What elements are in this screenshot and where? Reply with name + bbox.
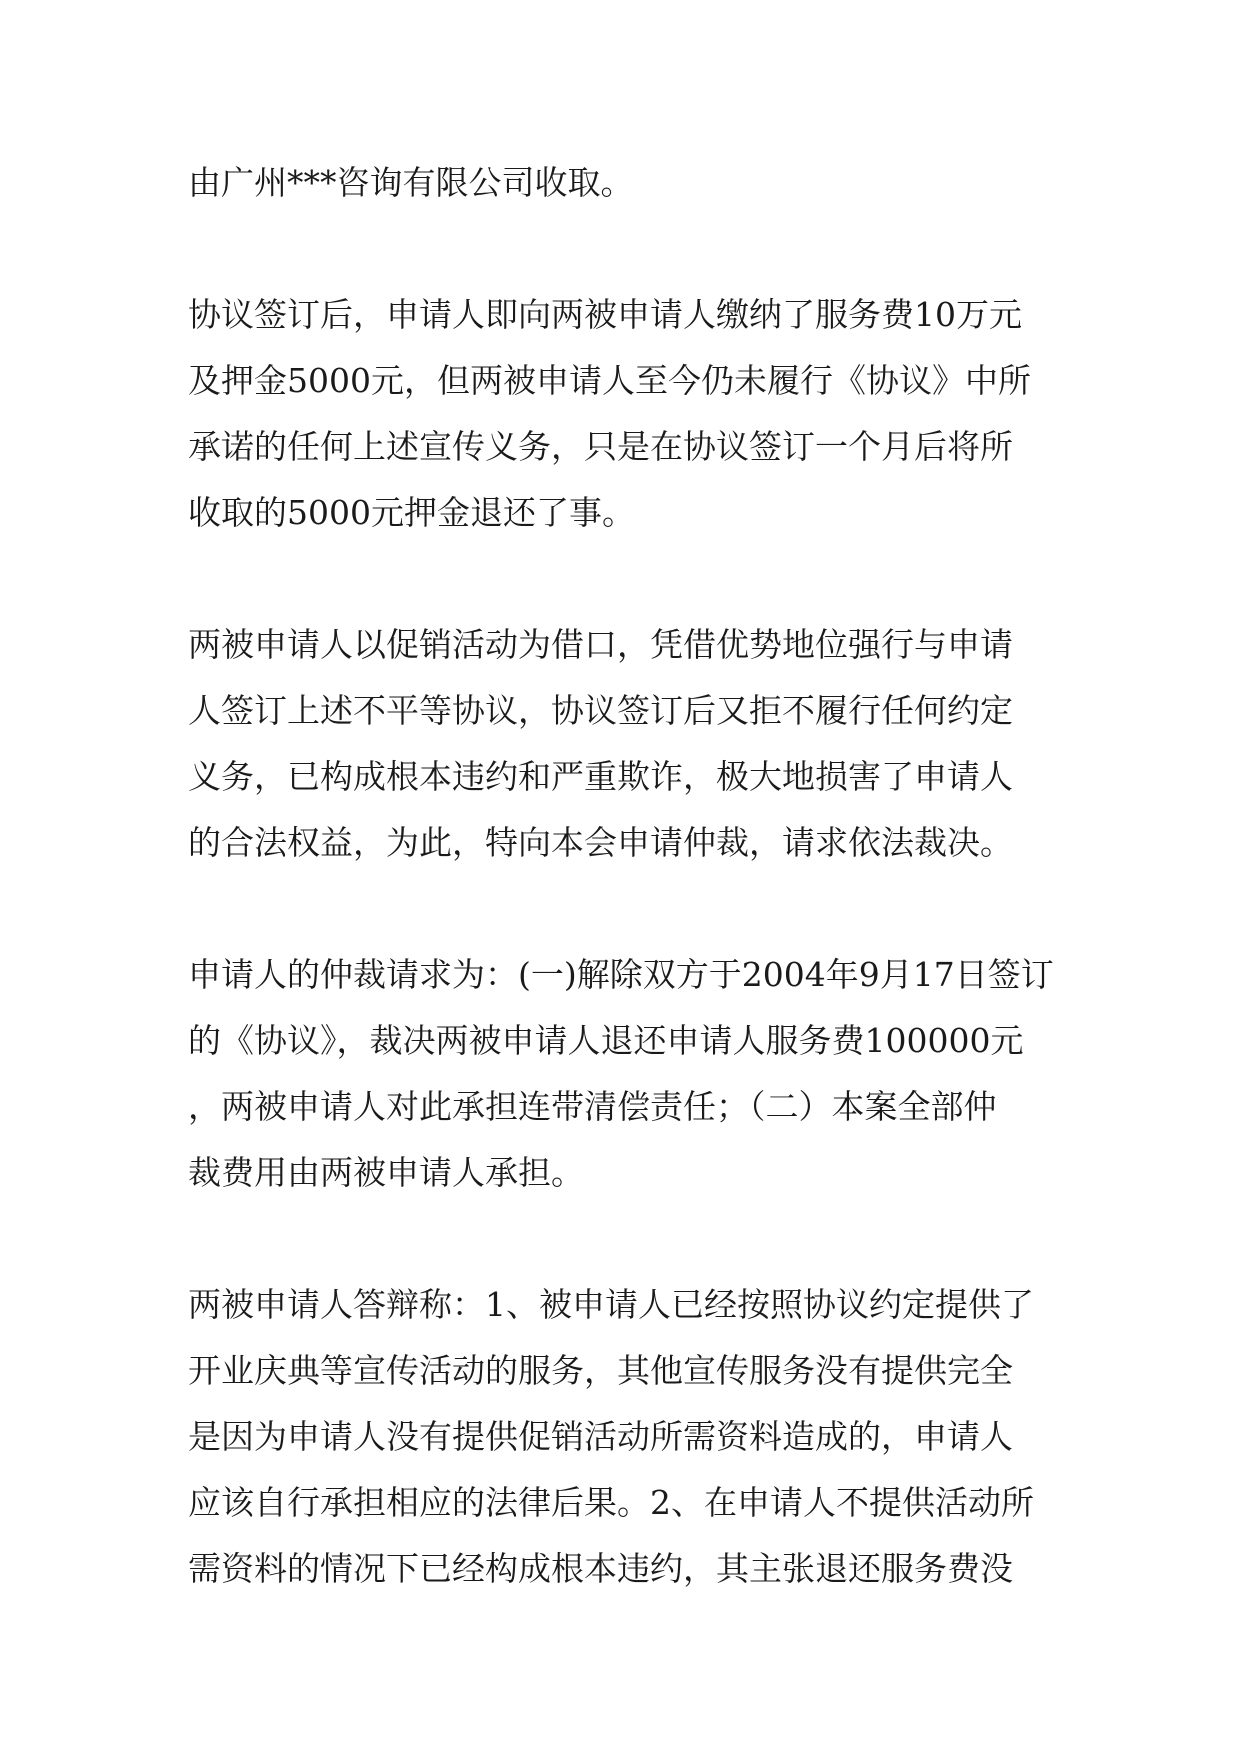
paragraph-arbitration-request <box>188 942 1068 1206</box>
text-line: 开业庆典等宣传活动的服务，其他宣传服务没有提供完全 <box>188 1351 1013 1390</box>
text-line: 人签订上述不平等协议，协议签订后又拒不履行任何约定 <box>188 691 1013 730</box>
text-line: 两被申请人以促销活动为借口，凭借优势地位强行与申请 <box>188 625 1013 664</box>
paragraph-payment <box>188 282 1068 546</box>
text-line: 协议签订后，申请人即向两被申请人缴纳了服务费10万元 <box>188 295 1022 334</box>
document-body <box>188 150 1068 1668</box>
text-line: 承诺的任何上述宣传义务，只是在协议签订一个月后将所 <box>188 427 1013 466</box>
text-line: 的合法权益，为此，特向本会申请仲裁，请求依法裁决。 <box>188 823 1013 862</box>
text-line: 义务，已构成根本违约和严重欺诈，极大地损害了申请人 <box>188 757 1013 796</box>
text-line: 收取的5000元押金退还了事。 <box>188 493 635 532</box>
paragraph-defense <box>188 1272 1068 1602</box>
text-line: 申请人的仲裁请求为：(一)解除双方于2004年9月17日签订 <box>188 955 1054 994</box>
paragraph-breach <box>188 612 1068 876</box>
paragraph-fee-collector <box>188 150 1068 216</box>
text-line: 由广州***咨询有限公司收取。 <box>188 163 634 202</box>
text-line: 是因为申请人没有提供促销活动所需资料造成的，申请人 <box>188 1417 1013 1456</box>
text-line: 及押金5000元，但两被申请人至今仍未履行《协议》中所 <box>188 361 1031 400</box>
text-line: 应该自行承担相应的法律后果。2、在申请人不提供活动所 <box>188 1483 1034 1522</box>
text-line: 的《协议》，裁决两被申请人退还申请人服务费100000元 <box>188 1021 1024 1060</box>
text-line: 需资料的情况下已经构成根本违约，其主张退还服务费没 <box>188 1549 1013 1588</box>
text-line: 两被申请人答辩称：1、被申请人已经按照协议约定提供了 <box>188 1285 1034 1324</box>
text-line: 裁费用由两被申请人承担。 <box>188 1153 584 1192</box>
text-line: ，两被申请人对此承担连带清偿责任；（二）本案全部仲 <box>188 1087 997 1126</box>
